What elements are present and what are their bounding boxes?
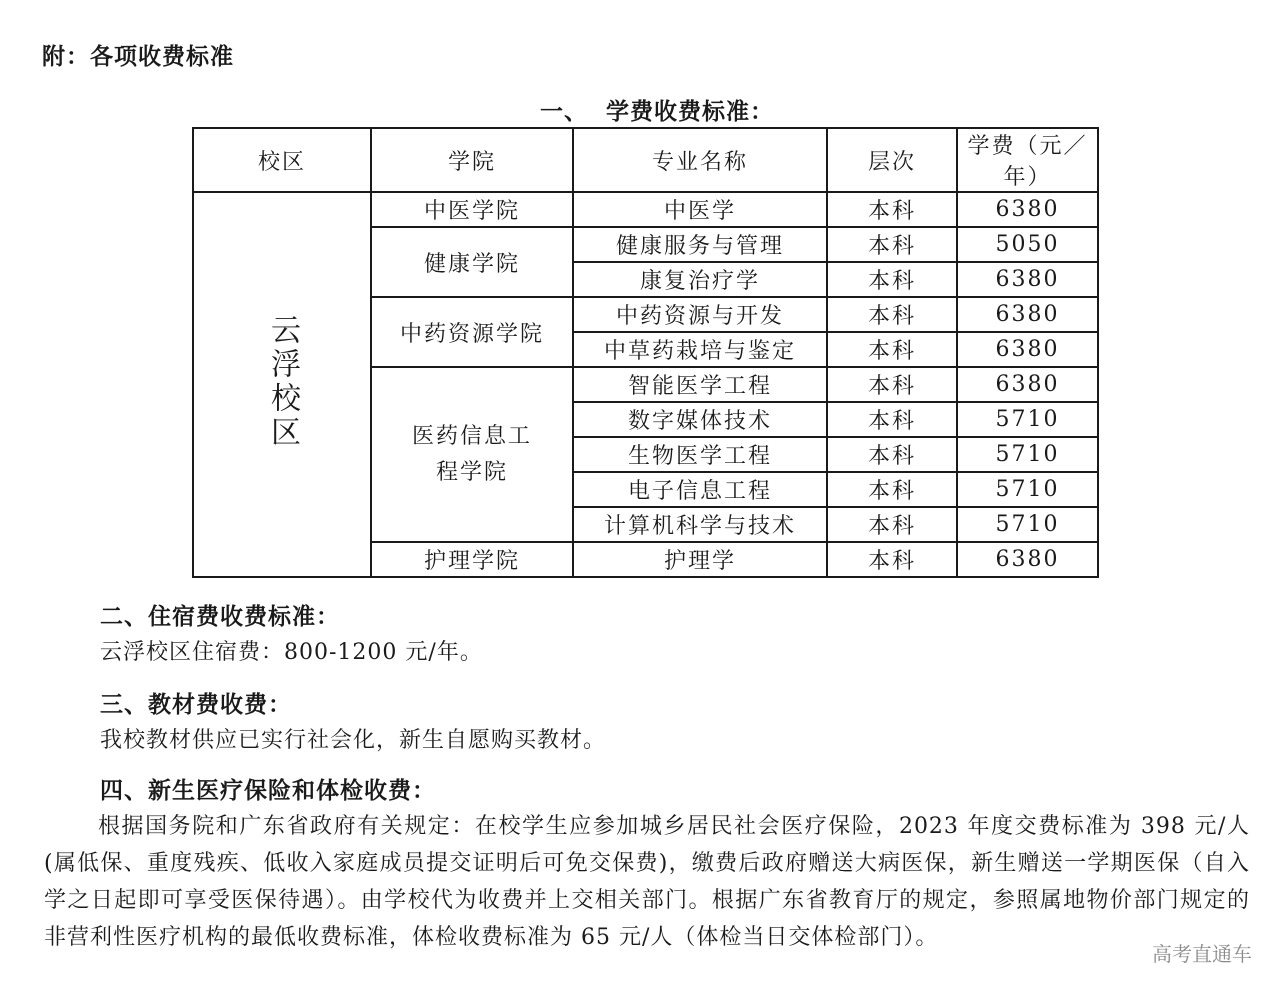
major-cell: 中药资源与开发 xyxy=(573,297,827,332)
major-cell: 电子信息工程 xyxy=(573,472,827,507)
level-cell: 本科 xyxy=(827,192,957,227)
fee-cell: 6380 xyxy=(957,262,1098,297)
tuition-fee-table xyxy=(192,127,1099,578)
college-cell: 中药资源学院 xyxy=(371,297,573,367)
fee-cell: 6380 xyxy=(957,332,1098,367)
level-cell: 本科 xyxy=(827,227,957,262)
header-fee: 学费（元／年） xyxy=(957,128,1098,192)
level-cell: 本科 xyxy=(827,402,957,437)
section2-text: 云浮校区住宿费：800-1200 元/年。 xyxy=(100,640,483,665)
fee-cell: 6380 xyxy=(957,192,1098,227)
header-major: 专业名称 xyxy=(573,128,827,192)
level-cell: 本科 xyxy=(827,437,957,472)
fee-cell: 5710 xyxy=(957,437,1098,472)
major-cell: 护理学 xyxy=(573,542,827,577)
fee-cell: 5710 xyxy=(957,402,1098,437)
table-row xyxy=(193,192,1098,227)
major-cell: 数字媒体技术 xyxy=(573,402,827,437)
level-cell: 本科 xyxy=(827,507,957,542)
section4-text: 根据国务院和广东省政府有关规定：在校学生应参加城乡居民社会医疗保险，2023 年度交费标准为 398 元/人(属低保、重度残疾、低收入家庭成员提交证明后可免交保费)，缴费后政府赠送大病医保，新生赠送一学期医保（自入学之日起即可享受医保待遇）。由学校代为收费并上交相关部门。根据广东省教育厅的规定，参照属地物价部门规定的非营利性医疗机构的最低收费标准，体检收费标准为 65 元/人（体检当日交体检部门）。 xyxy=(44,814,1250,950)
level-cell: 本科 xyxy=(827,262,957,297)
header-college: 学院 xyxy=(371,128,573,192)
appendix-title: 附：各项收费标准 xyxy=(42,43,234,70)
fee-cell: 6380 xyxy=(957,542,1098,577)
header-level: 层次 xyxy=(827,128,957,192)
college-cell: 护理学院 xyxy=(371,542,573,577)
section2-title: 二、住宿费收费标准： xyxy=(100,603,340,630)
major-cell: 康复治疗学 xyxy=(573,262,827,297)
campus-cell xyxy=(193,192,371,577)
college-cell: 医药信息工程学院 xyxy=(371,367,573,542)
fee-cell: 6380 xyxy=(957,297,1098,332)
level-cell: 本科 xyxy=(827,472,957,507)
major-cell: 生物医学工程 xyxy=(573,437,827,472)
level-cell: 本科 xyxy=(827,367,957,402)
major-cell: 中草药栽培与鉴定 xyxy=(573,332,827,367)
major-cell: 计算机科学与技术 xyxy=(573,507,827,542)
level-cell: 本科 xyxy=(827,297,957,332)
section3-title: 三、教材费收费： xyxy=(100,691,292,718)
major-cell: 智能医学工程 xyxy=(573,367,827,402)
table-header-row xyxy=(193,128,1098,192)
fee-cell: 5710 xyxy=(957,472,1098,507)
fee-cell: 5050 xyxy=(957,227,1098,262)
major-cell: 中医学 xyxy=(573,192,827,227)
header-campus: 校区 xyxy=(193,128,371,192)
section4-title: 四、新生医疗保险和体检收费： xyxy=(100,777,436,804)
fee-cell: 5710 xyxy=(957,507,1098,542)
fee-cell: 6380 xyxy=(957,367,1098,402)
section3-text: 我校教材供应已实行社会化，新生自愿购买教材。 xyxy=(100,728,607,753)
section1-title: 一、 学费收费标准： xyxy=(540,98,775,125)
watermark: 高考直通车 xyxy=(1152,942,1252,966)
level-cell: 本科 xyxy=(827,332,957,367)
level-cell: 本科 xyxy=(827,542,957,577)
college-cell: 健康学院 xyxy=(371,227,573,297)
campus-name: 云浮校区 xyxy=(265,313,300,450)
major-cell: 健康服务与管理 xyxy=(573,227,827,262)
college-cell: 中医学院 xyxy=(371,192,573,227)
